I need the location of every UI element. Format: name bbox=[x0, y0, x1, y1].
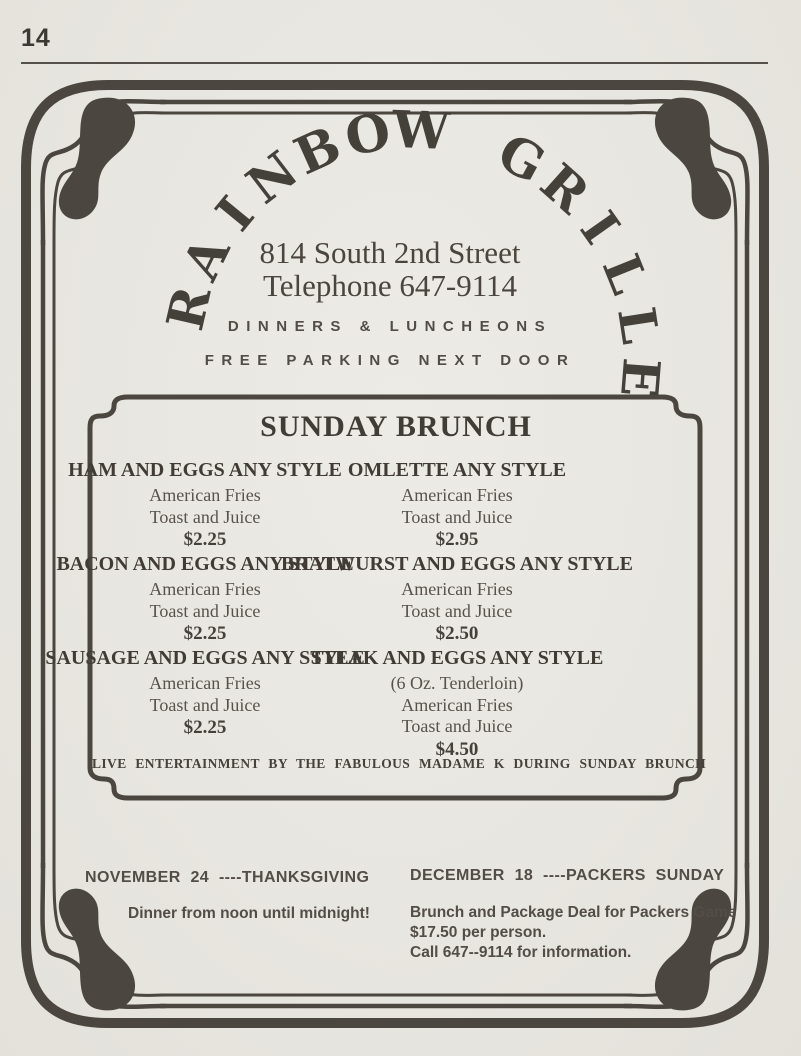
menu-item-detail: Toast and Juice bbox=[401, 506, 513, 527]
menu-item-detail: American Fries bbox=[401, 579, 513, 599]
title-letter: B bbox=[286, 114, 351, 188]
menu-item-detail: Toast and Juice bbox=[401, 600, 513, 621]
title-letter: R bbox=[528, 152, 600, 226]
corner-swirl-bottom-left bbox=[26, 863, 166, 1023]
menu-item-price: $2.50 bbox=[435, 623, 479, 644]
title-letter: I bbox=[567, 201, 631, 256]
menu-item-price: $4.50 bbox=[435, 738, 479, 760]
title-letter: G bbox=[487, 121, 555, 196]
title-letter: L bbox=[605, 302, 671, 348]
menu-item-price: $2.25 bbox=[183, 529, 227, 550]
menu-item-bratwurst-and-eggs bbox=[281, 552, 633, 645]
title-letter: W bbox=[390, 100, 451, 163]
title-letter: A bbox=[171, 227, 243, 290]
street-address: 814 South 2nd Street bbox=[259, 235, 521, 270]
tagline-parking: FREE PARKING NEXT DOOR bbox=[204, 352, 576, 369]
title-letter: O bbox=[340, 101, 396, 169]
menu-item-detail: Toast and Juice bbox=[149, 600, 261, 621]
title-letter: N bbox=[236, 139, 310, 216]
event-thanksgiving-details: Dinner from noon until midnight! bbox=[128, 905, 370, 922]
menu-item-name: STEAK AND EGGS ANY STYLE bbox=[310, 647, 604, 669]
menu-item-detail: (6 Oz. Tenderloin) bbox=[390, 673, 524, 693]
title-letter: R bbox=[155, 280, 224, 336]
page-number: 14 bbox=[21, 24, 51, 52]
menu-item-price: $2.25 bbox=[183, 623, 227, 644]
menu-item-detail: American Fries bbox=[401, 485, 513, 505]
menu-item-detail: Toast and Juice bbox=[401, 716, 513, 736]
menu-item-name: BRATWURST AND EGGS ANY STYLE bbox=[281, 553, 633, 575]
event-detail-line: Brunch and Package Deal for Packers Game bbox=[410, 904, 737, 921]
menu-item-detail: American Fries bbox=[149, 579, 261, 599]
tagline-dinners: DINNERS & LUNCHEONS bbox=[227, 318, 553, 335]
title-letter: I bbox=[204, 186, 267, 243]
title-letter: L bbox=[589, 246, 659, 303]
menu-item-steak-and-eggs bbox=[310, 646, 604, 761]
menu-item-price: $2.95 bbox=[435, 529, 479, 550]
menu-item-name: HAM AND EGGS ANY STYLE bbox=[68, 459, 342, 481]
menu-item-detail: American Fries bbox=[149, 673, 261, 693]
menu-title: SUNDAY BRUNCH bbox=[260, 410, 532, 443]
menu-item-ham-and-eggs bbox=[68, 458, 342, 551]
menu-item-sausage-and-eggs bbox=[45, 646, 365, 739]
event-detail-line: $17.50 per person. bbox=[410, 924, 547, 941]
address-block bbox=[190, 236, 590, 302]
menu-item-name: BACON AND EGGS ANY STYLE bbox=[56, 553, 354, 575]
menu-item-detail: American Fries bbox=[149, 485, 261, 505]
menu-item-name: OMLETTE ANY STYLE bbox=[347, 459, 567, 481]
menu-item-detail: Toast and Juice bbox=[149, 506, 261, 527]
title-letter: E bbox=[608, 355, 672, 400]
event-packers-details bbox=[410, 903, 737, 963]
menu-item-price: $2.25 bbox=[183, 717, 227, 738]
entertainment-note: LIVE ENTERTAINMENT BY THE FABULOUS MADAME K DURING SUNDAY BRUNCH bbox=[92, 756, 707, 771]
menu-item-name: SAUSAGE AND EGGS ANY STYLE bbox=[45, 647, 365, 669]
menu-item-omlette bbox=[325, 458, 589, 551]
menu-item-detail: Toast and Juice bbox=[149, 694, 261, 715]
event-detail-line: Call 647--9114 for information. bbox=[410, 944, 632, 961]
telephone: Telephone 647-9114 bbox=[262, 268, 518, 303]
menu-item-detail: American Fries bbox=[401, 694, 513, 715]
event-packers-date: DECEMBER 18 ----PACKERS SUNDAY bbox=[410, 867, 725, 884]
event-thanksgiving-date: NOVEMBER 24 ----THANKSGIVING bbox=[85, 869, 370, 886]
